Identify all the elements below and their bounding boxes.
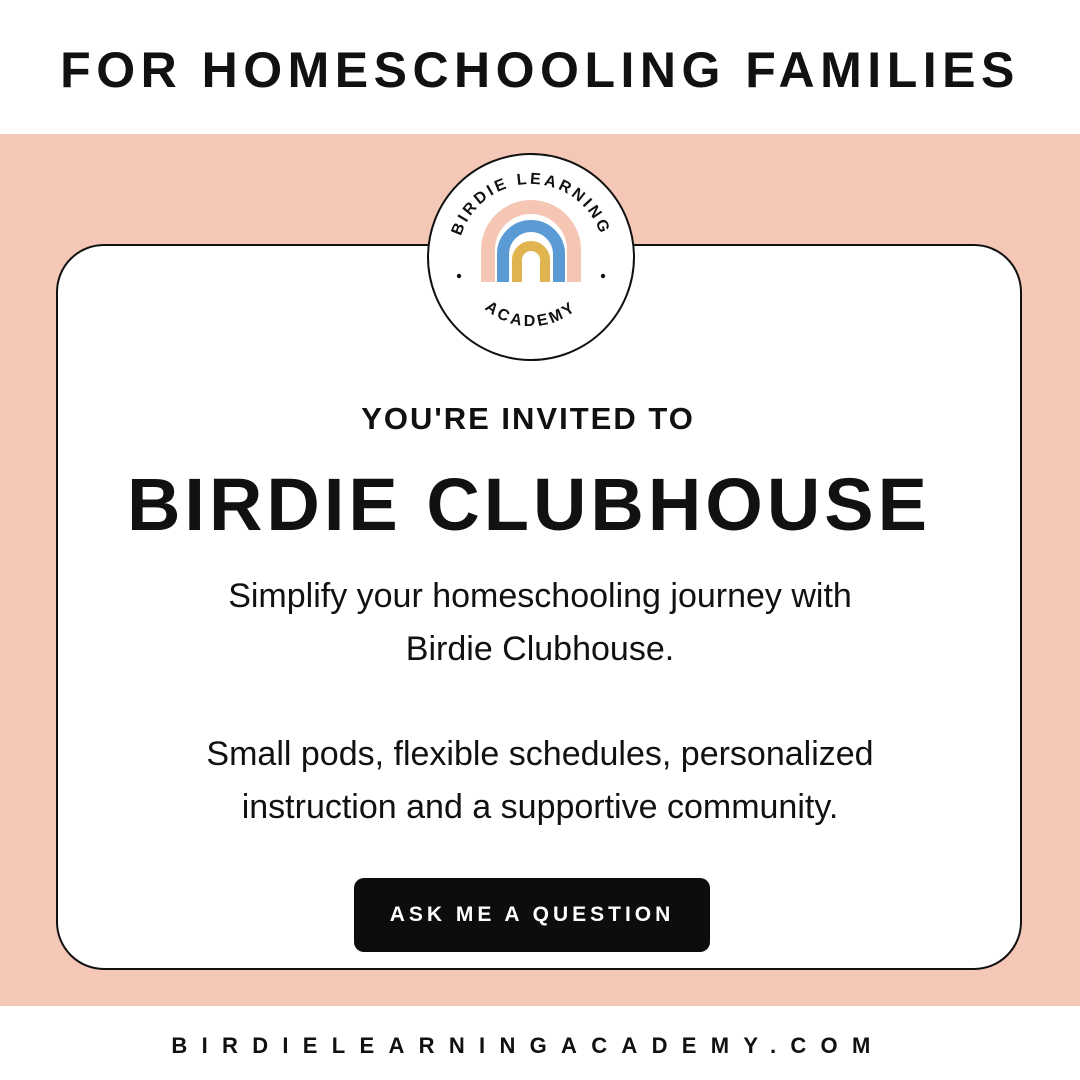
- description-paragraph-1: [140, 570, 940, 676]
- description-1-line-2: Birdie Clubhouse.: [405, 630, 675, 668]
- invitation-intro: YOU'RE INVITED TO: [361, 401, 695, 436]
- logo-bottom-text: ACADEMY: [481, 298, 581, 331]
- description-1-line-1: Simplify your homeschooling journey with: [228, 577, 852, 615]
- logo-dot-left: [457, 274, 461, 278]
- description-2-line-2: instruction and a supportive community.: [241, 788, 839, 826]
- academy-logo: [426, 152, 636, 362]
- logo-dot-right: [601, 274, 605, 278]
- clubhouse-title: BIRDIE CLUBHOUSE: [126, 463, 932, 546]
- logo-top-text: BIRDIE LEARNING: [448, 170, 614, 238]
- website-url: BIRDIELEARNINGACADEMY.COM: [171, 1033, 885, 1058]
- audience-heading: FOR HOMESCHOOLING FAMILIES: [60, 42, 1020, 98]
- description-2-line-1: Small pods, flexible schedules, personalized: [206, 735, 874, 773]
- description-paragraph-2: [140, 728, 940, 834]
- ask-question-button[interactable]: ASK ME A QUESTION: [354, 878, 710, 952]
